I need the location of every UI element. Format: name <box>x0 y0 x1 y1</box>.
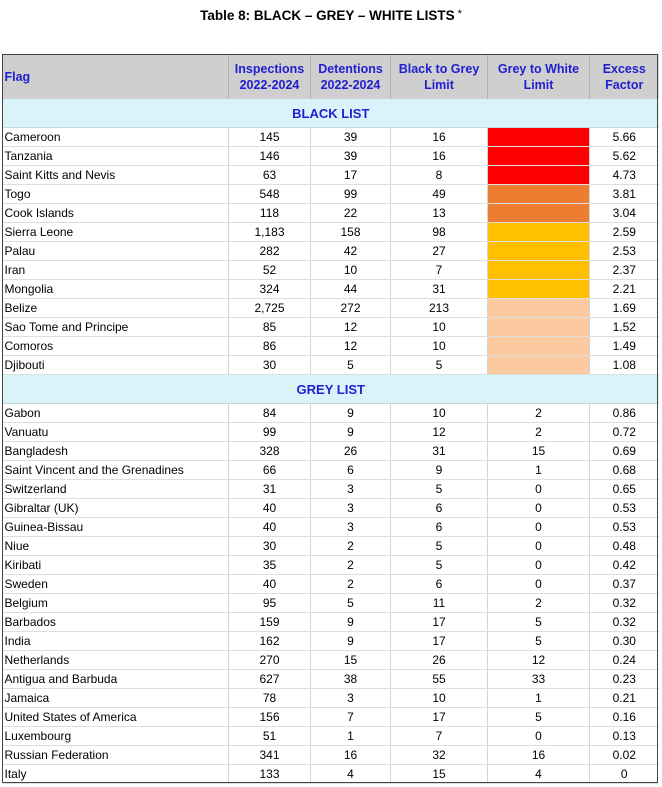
inspections-value: 341 <box>229 746 311 765</box>
black-to-grey-limit: 11 <box>391 594 488 613</box>
detentions-value: 2 <box>311 575 391 594</box>
inspections-value: 52 <box>229 261 311 280</box>
black-to-grey-limit: 16 <box>391 147 488 166</box>
flag-name: Italy <box>3 765 229 784</box>
black-to-grey-limit: 17 <box>391 708 488 727</box>
inspections-value: 162 <box>229 632 311 651</box>
black-to-grey-limit: 5 <box>391 556 488 575</box>
inspections-value: 63 <box>229 166 311 185</box>
excess-factor-value: 2.53 <box>590 242 659 261</box>
detentions-value: 12 <box>311 318 391 337</box>
grey-to-white-limit: 0 <box>488 727 590 746</box>
inspections-value: 66 <box>229 461 311 480</box>
flag-name: Belize <box>3 299 229 318</box>
excess-factor-value: 0.21 <box>590 689 659 708</box>
flag-name: Palau <box>3 242 229 261</box>
black-to-grey-limit: 15 <box>391 765 488 784</box>
inspections-value: 40 <box>229 518 311 537</box>
detentions-value: 9 <box>311 632 391 651</box>
flag-name: Mongolia <box>3 280 229 299</box>
black-to-grey-limit: 10 <box>391 318 488 337</box>
flag-name: Sierra Leone <box>3 223 229 242</box>
table-title <box>0 8 662 23</box>
flag-name: Kiribati <box>3 556 229 575</box>
excess-factor-value: 0.53 <box>590 499 659 518</box>
flag-name: Luxembourg <box>3 727 229 746</box>
detentions-value: 17 <box>311 166 391 185</box>
grey-to-white-limit: 2 <box>488 423 590 442</box>
grey-to-white-limit: 0 <box>488 556 590 575</box>
detentions-value: 3 <box>311 689 391 708</box>
grey-list-label: GREY LIST <box>3 375 659 404</box>
black-to-grey-limit: 8 <box>391 166 488 185</box>
grey-to-white-limit: 5 <box>488 632 590 651</box>
flag-name: Barbados <box>3 613 229 632</box>
black-to-grey-limit: 49 <box>391 185 488 204</box>
excess-factor-value: 0.23 <box>590 670 659 689</box>
detentions-value: 1 <box>311 727 391 746</box>
header-detentions: Detentions 2022-2024 <box>311 54 391 99</box>
black-to-grey-limit: 5 <box>391 537 488 556</box>
black-to-grey-limit: 17 <box>391 632 488 651</box>
excess-factor-value: 5.62 <box>590 147 659 166</box>
black-to-grey-limit: 7 <box>391 261 488 280</box>
black-to-grey-limit: 98 <box>391 223 488 242</box>
inspections-value: 328 <box>229 442 311 461</box>
title-footnote-mark: * <box>457 8 462 20</box>
excess-factor-value: 0.32 <box>590 613 659 632</box>
excess-factor-value: 0.65 <box>590 480 659 499</box>
black-to-grey-limit: 27 <box>391 242 488 261</box>
excess-factor-value: 0.37 <box>590 575 659 594</box>
inspections-value: 324 <box>229 280 311 299</box>
inspections-value: 145 <box>229 128 311 147</box>
detentions-value: 6 <box>311 461 391 480</box>
detentions-value: 16 <box>311 746 391 765</box>
table-frame <box>2 54 658 783</box>
excess-factor-value: 0.42 <box>590 556 659 575</box>
black-to-grey-limit: 10 <box>391 404 488 423</box>
grey-to-white-limit: 0 <box>488 575 590 594</box>
detentions-value: 26 <box>311 442 391 461</box>
excess-factor-value: 0 <box>590 765 659 784</box>
detentions-value: 15 <box>311 651 391 670</box>
inspections-value: 270 <box>229 651 311 670</box>
detentions-value: 2 <box>311 556 391 575</box>
flag-name: Tanzania <box>3 147 229 166</box>
inspections-value: 156 <box>229 708 311 727</box>
flag-name: Saint Vincent and the Grenadines <box>3 461 229 480</box>
detentions-value: 5 <box>311 594 391 613</box>
excess-factor-value: 3.81 <box>590 185 659 204</box>
flag-name: India <box>3 632 229 651</box>
detentions-value: 3 <box>311 480 391 499</box>
flag-name: Cameroon <box>3 128 229 147</box>
grey-to-white-limit: 2 <box>488 594 590 613</box>
inspections-value: 1,183 <box>229 223 311 242</box>
grey-to-white-limit: 16 <box>488 746 590 765</box>
excess-factor-value: 2.21 <box>590 280 659 299</box>
inspections-value: 40 <box>229 575 311 594</box>
excess-factor-value: 0.86 <box>590 404 659 423</box>
excess-factor-value: 0.24 <box>590 651 659 670</box>
flag-name: United States of America <box>3 708 229 727</box>
detentions-value: 7 <box>311 708 391 727</box>
flag-name: Cook Islands <box>3 204 229 223</box>
inspections-value: 133 <box>229 765 311 784</box>
excess-factor-value: 2.59 <box>590 223 659 242</box>
grey-to-white-limit: 5 <box>488 613 590 632</box>
header-black-to-grey: Black to Grey Limit <box>391 54 488 99</box>
excess-factor-value: 0.69 <box>590 442 659 461</box>
inspections-value: 78 <box>229 689 311 708</box>
flag-name: Comoros <box>3 337 229 356</box>
black-to-grey-limit: 6 <box>391 518 488 537</box>
inspections-value: 146 <box>229 147 311 166</box>
detentions-value: 22 <box>311 204 391 223</box>
black-to-grey-limit: 213 <box>391 299 488 318</box>
flag-name: Switzerland <box>3 480 229 499</box>
flag-name: Belgium <box>3 594 229 613</box>
excess-factor-value: 0.02 <box>590 746 659 765</box>
black-to-grey-limit: 6 <box>391 499 488 518</box>
grey-to-white-limit: 1 <box>488 461 590 480</box>
inspections-value: 2,725 <box>229 299 311 318</box>
black-to-grey-limit: 5 <box>391 356 488 375</box>
flag-name: Djibouti <box>3 356 229 375</box>
inspections-value: 118 <box>229 204 311 223</box>
flag-name: Iran <box>3 261 229 280</box>
black-to-grey-limit: 9 <box>391 461 488 480</box>
excess-factor-value: 0.48 <box>590 537 659 556</box>
grey-to-white-limit: 33 <box>488 670 590 689</box>
header-flag: Flag <box>3 54 229 99</box>
detentions-value: 42 <box>311 242 391 261</box>
flag-name: Niue <box>3 537 229 556</box>
detentions-value: 38 <box>311 670 391 689</box>
flag-name: Guinea-Bissau <box>3 518 229 537</box>
black-to-grey-limit: 6 <box>391 575 488 594</box>
excess-factor-value: 0.72 <box>590 423 659 442</box>
detentions-value: 99 <box>311 185 391 204</box>
flag-name: Gabon <box>3 404 229 423</box>
detentions-value: 5 <box>311 356 391 375</box>
inspections-value: 95 <box>229 594 311 613</box>
inspections-value: 51 <box>229 727 311 746</box>
inspections-value: 159 <box>229 613 311 632</box>
header-grey-to-white: Grey to White Limit <box>488 54 590 99</box>
header-inspections: Inspections 2022-2024 <box>229 54 311 99</box>
excess-factor-value: 0.32 <box>590 594 659 613</box>
flag-name: Bangladesh <box>3 442 229 461</box>
black-to-grey-limit: 32 <box>391 746 488 765</box>
excess-factor-value: 0.16 <box>590 708 659 727</box>
flag-name: Togo <box>3 185 229 204</box>
flag-name: Saint Kitts and Nevis <box>3 166 229 185</box>
excess-factor-value: 4.73 <box>590 166 659 185</box>
flag-name: Sweden <box>3 575 229 594</box>
flag-name: Jamaica <box>3 689 229 708</box>
grey-to-white-limit: 4 <box>488 765 590 784</box>
grey-to-white-limit: 1 <box>488 689 590 708</box>
black-to-grey-limit: 10 <box>391 337 488 356</box>
detentions-value: 158 <box>311 223 391 242</box>
excess-factor-value: 0.68 <box>590 461 659 480</box>
header-excess-factor: Excess Factor <box>590 54 659 99</box>
inspections-value: 85 <box>229 318 311 337</box>
grey-to-white-limit: 0 <box>488 518 590 537</box>
flag-name: Vanuatu <box>3 423 229 442</box>
excess-factor-value: 1.08 <box>590 356 659 375</box>
excess-factor-value: 0.53 <box>590 518 659 537</box>
grey-to-white-limit: 15 <box>488 442 590 461</box>
table-title-text: Table 8: BLACK – GREY – WHITE LISTS <box>200 8 455 23</box>
excess-factor-value: 5.66 <box>590 128 659 147</box>
excess-factor-value: 3.04 <box>590 204 659 223</box>
grey-to-white-limit: 0 <box>488 480 590 499</box>
black-to-grey-limit: 13 <box>391 204 488 223</box>
inspections-value: 86 <box>229 337 311 356</box>
detentions-value: 272 <box>311 299 391 318</box>
detentions-value: 12 <box>311 337 391 356</box>
detentions-value: 10 <box>311 261 391 280</box>
excess-factor-value: 0.30 <box>590 632 659 651</box>
flag-name: Netherlands <box>3 651 229 670</box>
detentions-value: 3 <box>311 499 391 518</box>
black-to-grey-limit: 55 <box>391 670 488 689</box>
grey-to-white-limit: 2 <box>488 404 590 423</box>
excess-factor-value: 0.13 <box>590 727 659 746</box>
inspections-value: 548 <box>229 185 311 204</box>
black-to-grey-limit: 17 <box>391 613 488 632</box>
black-to-grey-limit: 12 <box>391 423 488 442</box>
grey-to-white-limit: 0 <box>488 537 590 556</box>
grey-to-white-limit: 12 <box>488 651 590 670</box>
excess-factor-value: 1.52 <box>590 318 659 337</box>
excess-factor-value: 1.49 <box>590 337 659 356</box>
black-to-grey-limit: 16 <box>391 128 488 147</box>
excess-factor-value: 1.69 <box>590 299 659 318</box>
black-list-label: BLACK LIST <box>3 99 659 128</box>
detentions-value: 9 <box>311 613 391 632</box>
inspections-value: 84 <box>229 404 311 423</box>
inspections-value: 627 <box>229 670 311 689</box>
flag-name: Sao Tome and Principe <box>3 318 229 337</box>
black-to-grey-limit: 26 <box>391 651 488 670</box>
detentions-value: 4 <box>311 765 391 784</box>
excess-factor-value: 2.37 <box>590 261 659 280</box>
black-to-grey-limit: 10 <box>391 689 488 708</box>
flag-name: Russian Federation <box>3 746 229 765</box>
flag-name: Antigua and Barbuda <box>3 670 229 689</box>
black-to-grey-limit: 7 <box>391 727 488 746</box>
black-to-grey-limit: 31 <box>391 280 488 299</box>
detentions-value: 9 <box>311 404 391 423</box>
black-to-grey-limit: 31 <box>391 442 488 461</box>
black-to-grey-limit: 5 <box>391 480 488 499</box>
detentions-value: 2 <box>311 537 391 556</box>
grey-to-white-limit: 0 <box>488 499 590 518</box>
inspections-value: 30 <box>229 356 311 375</box>
inspections-value: 99 <box>229 423 311 442</box>
flag-name: Gibraltar (UK) <box>3 499 229 518</box>
inspections-value: 30 <box>229 537 311 556</box>
grey-to-white-limit: 5 <box>488 708 590 727</box>
inspections-value: 35 <box>229 556 311 575</box>
inspections-value: 31 <box>229 480 311 499</box>
detentions-value: 39 <box>311 147 391 166</box>
detentions-value: 9 <box>311 423 391 442</box>
detentions-value: 3 <box>311 518 391 537</box>
detentions-value: 44 <box>311 280 391 299</box>
inspections-value: 40 <box>229 499 311 518</box>
inspections-value: 282 <box>229 242 311 261</box>
detentions-value: 39 <box>311 128 391 147</box>
